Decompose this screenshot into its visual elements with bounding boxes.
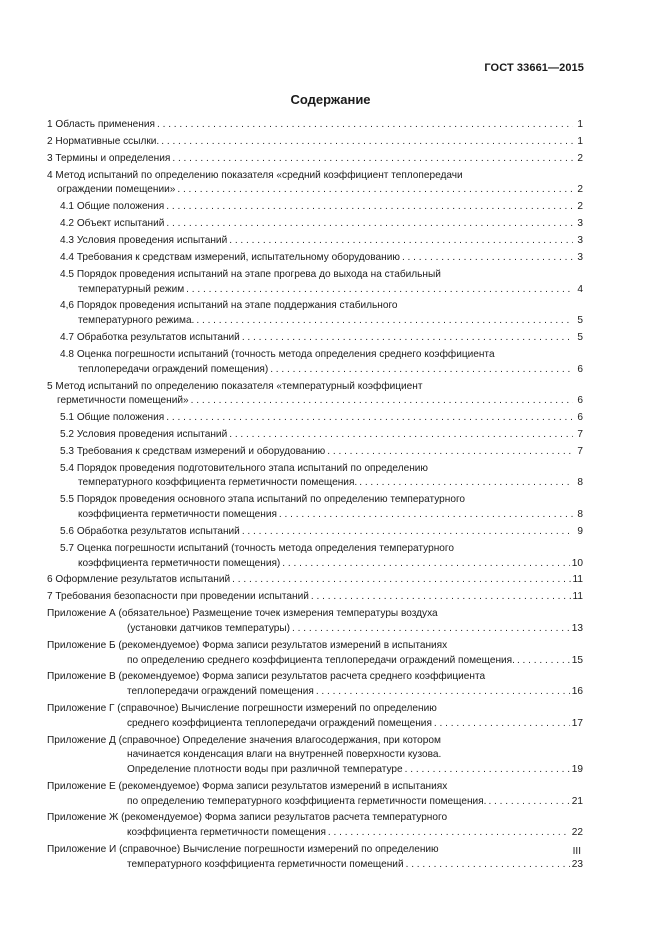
toc-entry-line bbox=[60, 251, 583, 266]
toc-entry-title: 1 Область применения bbox=[47, 119, 155, 130]
toc-entry[interactable] bbox=[47, 607, 583, 636]
toc-entry-title: 5.2 Условия проведения испытаний bbox=[60, 428, 228, 440]
toc-page-number: 16 bbox=[571, 686, 583, 698]
toc-entry-title: 4.4 Требования к средствам измерений, испытательному оборудованию bbox=[60, 251, 400, 263]
toc-page-number: 5 bbox=[577, 315, 583, 327]
toc-entry[interactable] bbox=[47, 670, 583, 699]
dot-leader bbox=[166, 411, 573, 426]
toc-entry-title: 4.1 Общие положения bbox=[60, 201, 165, 213]
toc-entry[interactable] bbox=[47, 200, 583, 215]
toc-entry[interactable] bbox=[47, 217, 583, 232]
toc-page-number: 15 bbox=[571, 654, 583, 666]
toc-page-number: 7 bbox=[577, 445, 583, 457]
toc-entry-line bbox=[47, 590, 583, 605]
dot-leader bbox=[488, 795, 569, 810]
toc-page-number: 6 bbox=[577, 395, 583, 407]
toc-page-number: 17 bbox=[571, 717, 583, 729]
toc-page-number: 6 bbox=[577, 412, 583, 424]
dot-leader bbox=[157, 118, 573, 133]
toc-entry-line bbox=[47, 843, 583, 858]
toc-entry[interactable] bbox=[47, 380, 583, 409]
toc-entry-line bbox=[60, 299, 583, 314]
toc-entry[interactable] bbox=[47, 268, 583, 297]
dot-leader bbox=[282, 557, 569, 572]
toc-entry-title: Приложение Д (справочное) Определение значения влагосодержания, при котором bbox=[47, 734, 441, 746]
toc-page-number: 10 bbox=[571, 557, 583, 569]
toc-entry-title: Приложение В (рекомендуемое) Форма записи результатов расчета среднего коэффициента bbox=[47, 671, 486, 683]
dot-leader bbox=[177, 183, 573, 198]
toc-entry-line bbox=[60, 462, 583, 477]
toc-entry-line bbox=[60, 268, 583, 283]
toc-entry[interactable] bbox=[47, 445, 583, 460]
toc-entry-title: 4.2 Объект испытаний bbox=[60, 218, 165, 230]
toc-entry[interactable] bbox=[47, 428, 583, 443]
dot-leader bbox=[406, 858, 570, 873]
toc-entry[interactable] bbox=[47, 135, 583, 150]
toc-entry-title: коэффициента герметичности помещения bbox=[127, 827, 326, 839]
toc-entry-line bbox=[60, 428, 583, 443]
toc-page-number: 2 bbox=[577, 184, 583, 196]
dot-leader bbox=[172, 152, 573, 167]
toc-entry-line bbox=[60, 445, 583, 460]
dot-leader bbox=[186, 283, 573, 298]
toc-entry-title: среднего коэффициента теплопередачи ограждений помещения bbox=[127, 717, 432, 729]
toc-entry-line bbox=[47, 717, 583, 732]
toc-page-number: 3 bbox=[577, 235, 583, 247]
toc-page-number: 3 bbox=[577, 251, 583, 263]
toc-page-number: 1 bbox=[577, 135, 583, 147]
toc-page-number: 19 bbox=[571, 764, 583, 775]
toc-entry[interactable] bbox=[47, 639, 583, 668]
dot-leader bbox=[328, 826, 570, 841]
toc-entry-title: температурный режим bbox=[78, 283, 185, 295]
toc-entry-line bbox=[60, 542, 583, 557]
toc-entry-line bbox=[60, 363, 583, 378]
toc-entry-line bbox=[47, 670, 583, 685]
toc-entry-title: 2 Нормативные ссылки. bbox=[47, 135, 160, 147]
toc-entry-line bbox=[47, 152, 583, 167]
toc-entry-title: по определению среднего коэффициента теплопередачи ограждений помещения. bbox=[127, 654, 515, 666]
toc-entry-title: теплопередачи ограждений помещения bbox=[127, 686, 314, 698]
toc-entry[interactable] bbox=[47, 251, 583, 266]
toc-entry[interactable] bbox=[47, 525, 583, 540]
toc-page-number: 9 bbox=[577, 525, 583, 537]
toc-entry[interactable] bbox=[47, 780, 583, 809]
toc-entry-title: 5 Метод испытаний по определению показателя «температурный коэффициент bbox=[47, 380, 423, 392]
dot-leader bbox=[242, 331, 573, 346]
toc-entry[interactable] bbox=[47, 573, 583, 588]
toc-entry-title: Приложение И (справочное) Вычисление погрешности измерений по определению bbox=[47, 844, 439, 856]
dot-leader bbox=[166, 200, 573, 215]
toc-entry[interactable] bbox=[47, 542, 583, 571]
toc-page-number: 13 bbox=[571, 622, 583, 634]
toc-entry[interactable] bbox=[47, 152, 583, 167]
toc-entry-line bbox=[47, 622, 583, 637]
toc-page-number: 11 bbox=[572, 574, 583, 586]
toc-page-number: 11 bbox=[572, 591, 583, 603]
dot-leader bbox=[359, 476, 573, 491]
toc-entry-title: Приложение Б (рекомендуемое) Форма записи результатов измерений в испытаниях bbox=[47, 639, 448, 651]
toc-entry-line bbox=[60, 476, 583, 491]
toc-entry-title: коэффициента герметичности помещения bbox=[78, 509, 277, 521]
toc-entry-line bbox=[47, 811, 583, 826]
toc-entry-title: коэффициента герметичности помещения) bbox=[78, 557, 281, 569]
toc-entry-line bbox=[60, 411, 583, 426]
toc-entry-title: 5.1 Общие положения bbox=[60, 412, 165, 424]
toc-entry-line bbox=[60, 283, 583, 298]
toc-page-number: 2 bbox=[577, 201, 583, 213]
toc-page-number: 8 bbox=[577, 509, 583, 521]
toc-entry-title: температурного коэффициента герметичности помещений bbox=[127, 858, 404, 870]
toc-entry-title: 4 Метод испытаний по определению показателя «средний коэффициент теплопередачи bbox=[47, 169, 463, 181]
toc-entry-line bbox=[47, 639, 583, 654]
toc-entry-title: теплопередачи ограждений помещения) bbox=[78, 363, 269, 375]
dot-leader bbox=[242, 525, 573, 540]
toc-entry[interactable] bbox=[47, 411, 583, 426]
toc-entry-title: (установки датчиков температуры) bbox=[127, 622, 291, 634]
dot-leader bbox=[166, 217, 573, 232]
toc-entry-line bbox=[47, 795, 583, 810]
toc-page-number: 1 bbox=[577, 119, 583, 130]
toc-entry-title: Приложение А (обязательное) Размещение точек измерения температуры воздуха bbox=[47, 608, 438, 620]
toc-entry-line bbox=[60, 331, 583, 346]
table-of-contents bbox=[47, 118, 583, 872]
toc-entry-line bbox=[60, 200, 583, 215]
toc-entry-line bbox=[60, 557, 583, 572]
dot-leader bbox=[191, 394, 573, 409]
toc-entry-line bbox=[60, 234, 583, 249]
toc-entry-title: температурного режима. bbox=[78, 315, 195, 327]
toc-entry-title: герметичности помещений» bbox=[57, 395, 189, 407]
toc-page-number: 3 bbox=[577, 218, 583, 230]
toc-entry-title: 5.6 Обработка результатов испытаний bbox=[60, 525, 240, 537]
toc-entry-title: ограждении помещении» bbox=[57, 184, 176, 196]
toc-entry-title: по определению температурного коэффициента герметичности помещения. bbox=[127, 795, 487, 807]
toc-entry-line bbox=[47, 702, 583, 717]
toc-page-number: 5 bbox=[577, 332, 583, 344]
dot-leader bbox=[279, 508, 573, 523]
toc-entry-line bbox=[47, 380, 583, 395]
toc-entry-line bbox=[47, 607, 583, 622]
toc-entry-title: 4.5 Порядок проведения испытаний на этапе прогрева до выхода на стабильный bbox=[60, 268, 441, 280]
dot-leader bbox=[229, 428, 573, 443]
toc-page-number: 21 bbox=[571, 795, 583, 807]
dot-leader bbox=[270, 363, 573, 378]
toc-entry-title: 4,6 Порядок проведения испытаний на этапе поддержания стабильного bbox=[60, 300, 398, 312]
toc-entry-title: Приложение Г (справочное) Вычисление погрешности измерений по определению bbox=[47, 703, 437, 714]
dot-leader bbox=[402, 251, 573, 266]
dot-leader bbox=[161, 135, 573, 150]
toc-entry-title: Приложение Ж (рекомендуемое) Форма записи результатов расчета температурного bbox=[47, 812, 448, 824]
toc-entry-title: 7 Требования безопасности при проведении испытаний bbox=[47, 591, 309, 603]
dot-leader bbox=[232, 573, 570, 588]
dot-leader bbox=[316, 685, 570, 700]
toc-entry[interactable] bbox=[47, 462, 583, 491]
toc-page-number: 23 bbox=[571, 858, 583, 870]
toc-entry[interactable] bbox=[47, 590, 583, 605]
toc-entry-line bbox=[47, 394, 583, 409]
toc-entry-title: 3 Термины и определения bbox=[47, 152, 171, 164]
toc-entry-title: 4.7 Обработка результатов испытаний bbox=[60, 332, 240, 344]
toc-entry-line bbox=[47, 826, 583, 841]
toc-entry-title: 5.3 Требования к средствам измерений и оборудованию bbox=[60, 445, 326, 457]
toc-entry-line bbox=[47, 654, 583, 669]
toc-entry-title: 5.4 Порядок проведения подготовительного этапа испытаний по определению bbox=[60, 462, 428, 474]
dot-leader bbox=[327, 445, 573, 460]
toc-entry-line bbox=[47, 135, 583, 150]
toc-entry-line bbox=[47, 763, 583, 778]
toc-page-number: 8 bbox=[577, 477, 583, 489]
page-number: III bbox=[572, 846, 581, 857]
toc-entry-line bbox=[47, 169, 583, 184]
dot-leader bbox=[311, 590, 571, 605]
dot-leader bbox=[517, 654, 570, 669]
toc-entry-title: 5.5 Порядок проведения основного этапа испытаний по определению температурного bbox=[60, 494, 466, 506]
toc-entry[interactable] bbox=[47, 331, 583, 346]
toc-entry-title: температурного коэффициента герметичности помещения. bbox=[78, 477, 358, 489]
toc-entry-title: Приложение Е (рекомендуемое) Форма записи результатов измерений в испытаниях bbox=[47, 780, 448, 792]
dot-leader bbox=[434, 717, 570, 732]
toc-entry-title: 5.7 Оценка погрешности испытаний (точность метода определения температурного bbox=[60, 542, 454, 554]
toc-page-number: 7 bbox=[577, 428, 583, 440]
toc-entry-line bbox=[47, 780, 583, 795]
toc-entry[interactable] bbox=[47, 234, 583, 249]
toc-page-number: 4 bbox=[577, 283, 583, 295]
toc-entry[interactable] bbox=[47, 734, 583, 778]
toc-entry-line bbox=[47, 183, 583, 198]
toc-page-number: 6 bbox=[577, 363, 583, 375]
toc-entry[interactable] bbox=[47, 702, 583, 731]
toc-entry[interactable] bbox=[47, 299, 583, 328]
toc-entry-line bbox=[60, 508, 583, 523]
document-code: ГОСТ 33661—2015 bbox=[484, 62, 584, 74]
dot-leader bbox=[405, 763, 570, 778]
toc-entry-line bbox=[47, 118, 583, 133]
toc-entry-title: 4.3 Условия проведения испытаний bbox=[60, 235, 228, 247]
toc-entry-line bbox=[60, 525, 583, 540]
toc-entry[interactable] bbox=[47, 493, 583, 522]
toc-entry-line bbox=[60, 217, 583, 232]
toc-entry-line bbox=[47, 748, 583, 763]
toc-entry[interactable] bbox=[47, 843, 583, 872]
toc-entry[interactable] bbox=[47, 118, 583, 133]
page-title: Содержание bbox=[290, 92, 371, 107]
dot-leader bbox=[196, 314, 573, 329]
toc-entry-line bbox=[60, 314, 583, 329]
toc-page-number: 2 bbox=[577, 152, 583, 164]
toc-entry-line bbox=[47, 734, 583, 749]
dot-leader bbox=[229, 234, 573, 249]
toc-entry[interactable] bbox=[47, 811, 583, 840]
toc-entry-title: Определение плотности воды при различной температуре bbox=[127, 764, 403, 775]
toc-entry-line bbox=[47, 685, 583, 700]
toc-entry-line bbox=[60, 348, 583, 363]
toc-page-number: 22 bbox=[571, 827, 583, 839]
toc-entry[interactable] bbox=[47, 169, 583, 198]
toc-entry-line bbox=[60, 493, 583, 508]
toc-entry-title: начинается конденсация влаги на внутренней поверхности кузова. bbox=[127, 749, 442, 761]
toc-entry[interactable] bbox=[47, 348, 583, 377]
dot-leader bbox=[292, 622, 570, 637]
toc-entry-title: 6 Оформление результатов испытаний bbox=[47, 574, 231, 586]
toc-entry-line bbox=[47, 858, 583, 873]
toc-entry-line bbox=[47, 573, 583, 588]
toc-entry-title: 4.8 Оценка погрешности испытаний (точность метода определения среднего коэффициента bbox=[60, 348, 495, 360]
